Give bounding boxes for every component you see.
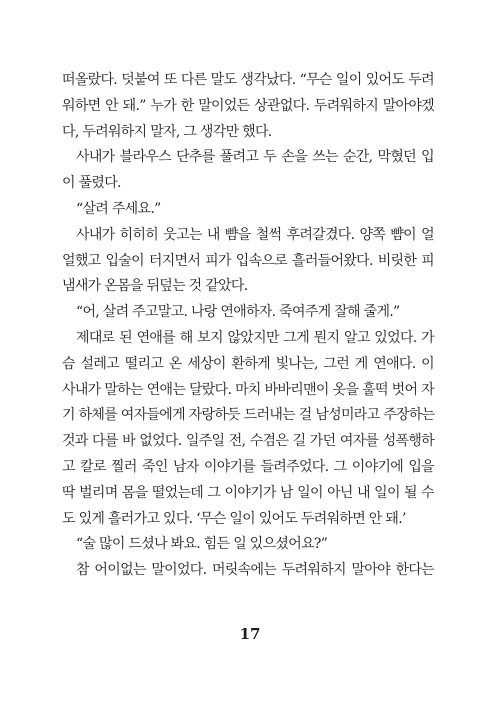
text-line: 사내가 블라우스 단추를 풀려고 두 손을 쓰는 순간, 막혔던 입 — [76, 149, 434, 166]
text-line: 고 칼로 찔러 죽인 남자 이야기를 들려주었다. 그 이야기에 입을 — [62, 458, 434, 475]
text-line: 워하면 안 돼.” 누가 한 말이었든 상관없다. 두려워하지 말아야겠 — [62, 97, 434, 114]
text-line: “어, 살려 주고말고. 나랑 연애하자. 죽여주게 잘해 줄게.” — [76, 304, 400, 321]
text-line: 슴 설레고 떨리고 온 세상이 환하게 빛나는, 그런 게 연애다. 이 — [62, 355, 434, 372]
text-line: 다, 두려워하지 말자, 그 생각만 했다. — [62, 123, 272, 140]
text-line: 것과 다를 바 없었다. 일주일 전, 수겸은 길 가던 여자를 성폭행하 — [62, 433, 434, 450]
text-line: “술 많이 드셨나 봐요. 힘든 일 있으셨어요?” — [76, 536, 328, 553]
text-line: 사내가 말하는 연애는 달랐다. 마치 바바리맨이 옷을 훌떡 벗어 자 — [62, 381, 434, 398]
text-line: 얼했고 입술이 터지면서 피가 입속으로 흘러들어왔다. 비릿한 피 — [62, 252, 434, 269]
text-line: 제대로 된 연애를 해 보지 않았지만 그게 뭔지 알고 있었다. 가 — [76, 329, 434, 346]
text-line: 기 하체를 여자들에게 자랑하듯 드러내는 걸 남성미라고 주장하는 — [62, 407, 435, 424]
text-line: 떠올랐다. 덧붙여 또 다른 말도 생각났다. “무슨 일이 있어도 두려 — [62, 72, 434, 88]
text-line: 냄새가 온몸을 뒤덮는 것 같았다. — [62, 278, 248, 295]
page-number: 17 — [239, 625, 261, 643]
text-line: “살려 주세요.” — [76, 200, 161, 217]
text-line: 사내가 히히히 웃고는 내 뺨을 철썩 후려갈겼다. 양쪽 뺨이 얼 — [76, 226, 434, 243]
text-line: 딱 벌리며 몸을 떨었는데 그 이야기가 남 일이 아닌 내 일이 될 수 — [62, 484, 434, 501]
text-line: 이 풀렸다. — [62, 175, 121, 192]
body-text — [62, 68, 434, 584]
text-line: 참 어이없는 말이었다. 머릿속에는 두려워하지 말아야 한다는 — [76, 562, 434, 579]
text-line: 도 있게 흘러가고 있다. ‘무슨 일이 있어도 두려워하면 안 돼.’ — [62, 510, 406, 527]
